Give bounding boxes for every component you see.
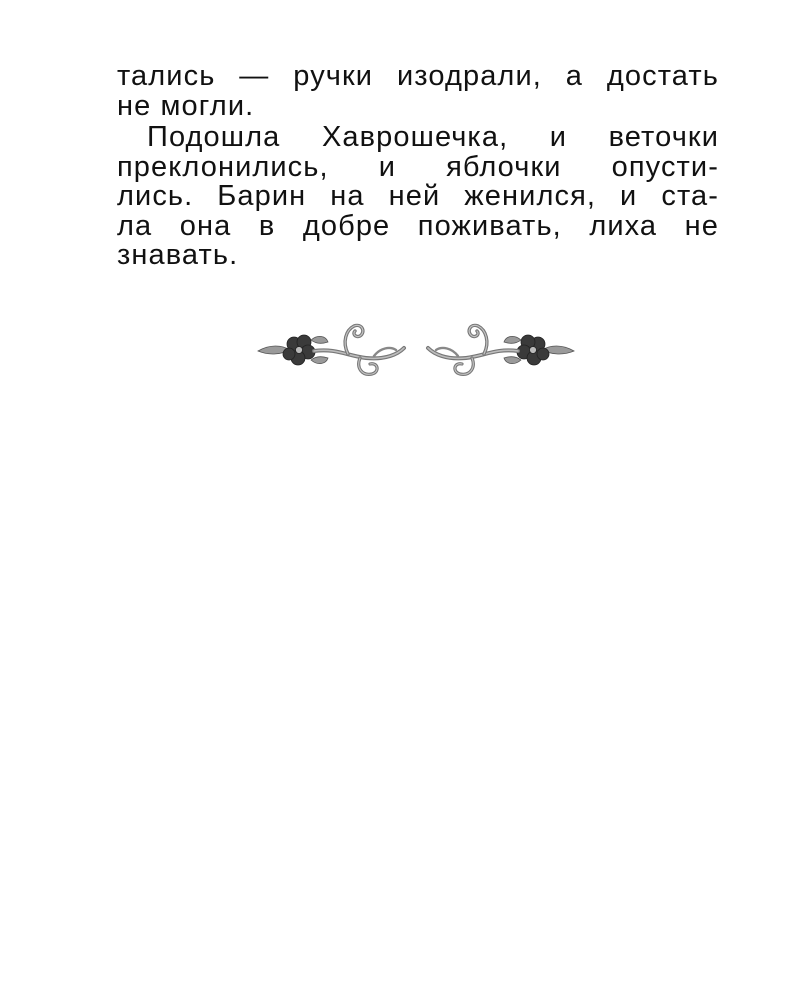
paragraph-2 xyxy=(117,123,719,271)
story-text xyxy=(117,62,719,271)
ornament-left-half xyxy=(258,325,404,374)
text-line: преклонились, и яблочки опусти- xyxy=(117,150,719,183)
text-line: Подошла Хаврошечка, и веточки xyxy=(147,121,719,153)
text-line: тались — ручки изодрали, а достать xyxy=(117,60,719,92)
floral-ornament-icon xyxy=(256,318,576,380)
text-line: не могли. xyxy=(117,89,255,122)
text-line: ла она в добре поживать, лиха не xyxy=(117,209,719,242)
paragraph-1 xyxy=(117,62,719,121)
ornament-right-half xyxy=(428,325,574,374)
text-line: лись. Барин на ней женился, и ста- xyxy=(117,180,719,212)
text-line: знавать. xyxy=(117,239,239,271)
